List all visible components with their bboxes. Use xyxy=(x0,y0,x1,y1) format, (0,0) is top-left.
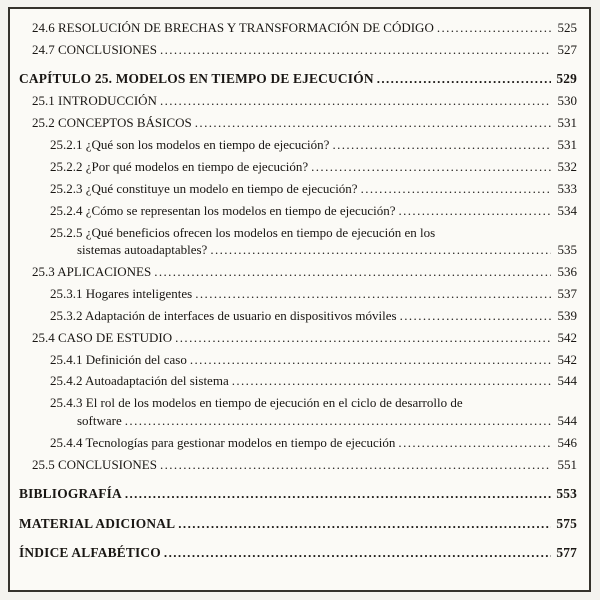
toc-entry xyxy=(32,92,577,110)
toc-entry-label: 25.5 CONCLUSIONES xyxy=(32,456,157,472)
toc-entry-page: 535 xyxy=(557,242,577,258)
dot-leader xyxy=(232,372,551,390)
toc-entry-page: 527 xyxy=(557,41,577,57)
dot-leader xyxy=(175,329,551,347)
toc-entry-label: 25.1 INTRODUCCIÓN xyxy=(32,93,157,109)
toc-entry-label: 25.2.2 ¿Por qué modelos en tiempo de ejecución? xyxy=(50,158,309,174)
toc-entry-page: 575 xyxy=(556,515,577,531)
toc-entry-page: 551 xyxy=(557,456,577,472)
toc-entry-label: ÍNDICE ALFABÉTICO xyxy=(19,545,161,561)
toc-entry-page: 577 xyxy=(556,545,577,561)
toc-entry xyxy=(77,412,577,430)
toc-entry xyxy=(50,158,577,176)
toc-entry xyxy=(50,394,577,412)
toc-entry-label: CAPÍTULO 25. MODELOS EN TIEMPO DE EJECUCIÓN xyxy=(19,71,374,87)
toc-list xyxy=(19,19,577,562)
dot-leader xyxy=(398,434,551,452)
toc-entry-label: 25.2.3 ¿Qué constituye un modelo en tiempo de ejecución? xyxy=(50,180,358,196)
toc-entry-label: 25.2.4 ¿Cómo se representan los modelos en tiempo de ejecución? xyxy=(50,202,396,218)
toc-entry-label: 25.3.2 Adaptación de interfaces de usuario en dispositivos móviles xyxy=(50,307,397,323)
toc-page xyxy=(8,7,591,592)
toc-entry-page: 529 xyxy=(556,71,577,87)
dot-leader xyxy=(332,136,551,154)
toc-entry-label: 25.3.1 Hogares inteligentes xyxy=(50,285,193,301)
toc-entry-label: MATERIAL ADICIONAL xyxy=(19,515,176,531)
dot-leader xyxy=(178,515,551,533)
dot-leader xyxy=(160,92,551,110)
toc-entry xyxy=(50,180,577,198)
toc-entry xyxy=(77,241,577,259)
toc-entry-label: software xyxy=(77,412,122,428)
toc-entry-label: sistemas autoadaptables? xyxy=(77,242,208,258)
toc-entry-page: 537 xyxy=(557,285,577,301)
toc-entry-page: 525 xyxy=(557,20,577,35)
toc-entry-label: 24.7 CONCLUSIONES xyxy=(32,41,157,57)
dot-leader xyxy=(164,544,551,562)
toc-entry xyxy=(50,307,577,325)
dot-leader xyxy=(190,351,551,369)
toc-entry xyxy=(32,19,577,37)
toc-entry-label: 25.2.1 ¿Qué son los modelos en tiempo de ejecución? xyxy=(50,137,330,153)
toc-entry xyxy=(50,136,577,154)
toc-entry xyxy=(50,202,577,220)
dot-leader xyxy=(160,41,551,59)
toc-entry-page: 531 xyxy=(557,115,577,131)
toc-entry xyxy=(50,434,577,452)
toc-entry-label: 24.6 RESOLUCIÓN DE BRECHAS Y TRANSFORMACIÓN DE CÓDIGO xyxy=(32,20,434,35)
toc-entry-page: 533 xyxy=(557,180,577,196)
toc-entry-label: 25.4.1 Definición del caso xyxy=(50,351,187,367)
toc-entry xyxy=(32,263,577,281)
dot-leader xyxy=(195,114,551,132)
dot-leader xyxy=(311,158,551,176)
dot-leader xyxy=(154,263,551,281)
dot-leader xyxy=(210,241,551,259)
toc-entry xyxy=(50,285,577,303)
dot-leader xyxy=(125,412,551,430)
toc-entry-page: 544 xyxy=(557,412,577,428)
toc-entry xyxy=(19,485,577,503)
toc-entry-page: 542 xyxy=(557,329,577,345)
toc-entry-page: 532 xyxy=(557,158,577,174)
toc-entry-page: 530 xyxy=(557,93,577,109)
toc-entry-label: 25.2 CONCEPTOS BÁSICOS xyxy=(32,115,192,131)
toc-entry-page: 546 xyxy=(557,434,577,450)
toc-entry xyxy=(32,114,577,132)
toc-entry-label: 25.4.4 Tecnologías para gestionar modelos en tiempo de ejecución xyxy=(50,434,396,450)
dot-leader xyxy=(361,180,551,198)
dot-leader xyxy=(377,70,551,88)
toc-entry xyxy=(32,41,577,59)
toc-entry-page: 539 xyxy=(557,307,577,323)
toc-entry xyxy=(50,224,577,242)
dot-leader xyxy=(125,485,551,503)
toc-entry xyxy=(19,515,577,533)
toc-entry-page: 534 xyxy=(557,202,577,218)
toc-entry-page: 531 xyxy=(557,137,577,153)
toc-entry xyxy=(19,544,577,562)
toc-entry-label: 25.4 CASO DE ESTUDIO xyxy=(32,329,173,345)
toc-entry-label: BIBLIOGRAFÍA xyxy=(19,486,122,502)
dot-leader xyxy=(195,285,551,303)
toc-entry-page: 542 xyxy=(557,351,577,367)
dot-leader xyxy=(437,19,551,37)
dot-leader xyxy=(398,202,551,220)
toc-entry-page: 544 xyxy=(557,373,577,389)
dot-leader xyxy=(400,307,551,325)
toc-entry-page: 536 xyxy=(557,264,577,280)
toc-entry-label: 25.2.5 ¿Qué beneficios ofrecen los modelos en tiempo de ejecución en los xyxy=(50,224,436,240)
toc-entry-label: 25.4.2 Autoadaptación del sistema xyxy=(50,373,229,389)
dot-leader xyxy=(160,456,551,474)
toc-entry-label: 25.3 APLICACIONES xyxy=(32,264,152,280)
toc-entry xyxy=(50,351,577,369)
toc-entry-page: 553 xyxy=(556,486,577,502)
toc-entry xyxy=(19,70,577,88)
toc-entry xyxy=(50,372,577,390)
toc-entry xyxy=(32,456,577,474)
toc-entry xyxy=(32,329,577,347)
toc-entry-label: 25.4.3 El rol de los modelos en tiempo de ejecución en el ciclo de desarrollo de xyxy=(50,395,463,411)
